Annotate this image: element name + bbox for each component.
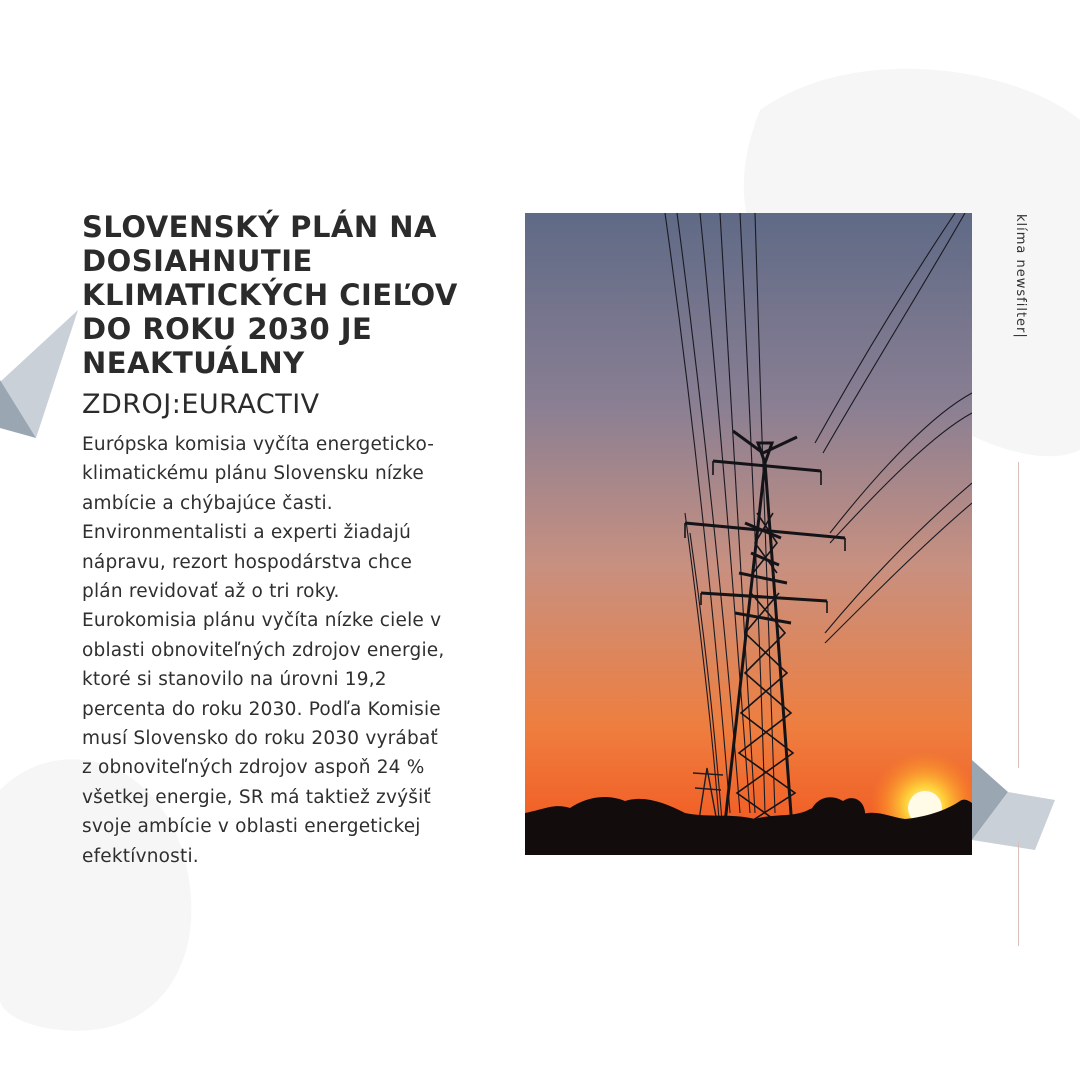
brand-label: klíma newsfilter|: [1013, 214, 1028, 339]
source-label: ZDROJ:EURACTIV: [82, 389, 320, 420]
power-pylon-sunset-photo: [525, 213, 972, 855]
divider-line-upper: [1018, 462, 1019, 768]
article-body: Európska komisia vyčíta energeticko- klimatickému plánu Slovensku nízke ambície a chýbajúce časti. Environmentalisti a experti žiadajú nápravu, rezort hospodárstva chce plán revidovať až o tri roky. Eurokomisia plánu vyčíta nízke ciele v oblasti obnoviteľných zdrojov energie, ktoré si stanovilo na úrovni 19,2 percenta do roku 2030. Podľa Komisie musí Slovensko do roku 2030 vyrábať z obnoviteľných zdrojov aspoň 24 % všetkej energie, SR má taktiež zvýšiť svoje ambície v oblasti energetickej efektívnosti.: [82, 434, 445, 867]
divider-line-lower: [1018, 842, 1019, 946]
headline: SLOVENSKÝ PLÁN NA DOSIAHNUTIE KLIMATICKÝCH CIEĽOV DO ROKU 2030 JE NEAKTUÁLNY: [82, 210, 458, 380]
